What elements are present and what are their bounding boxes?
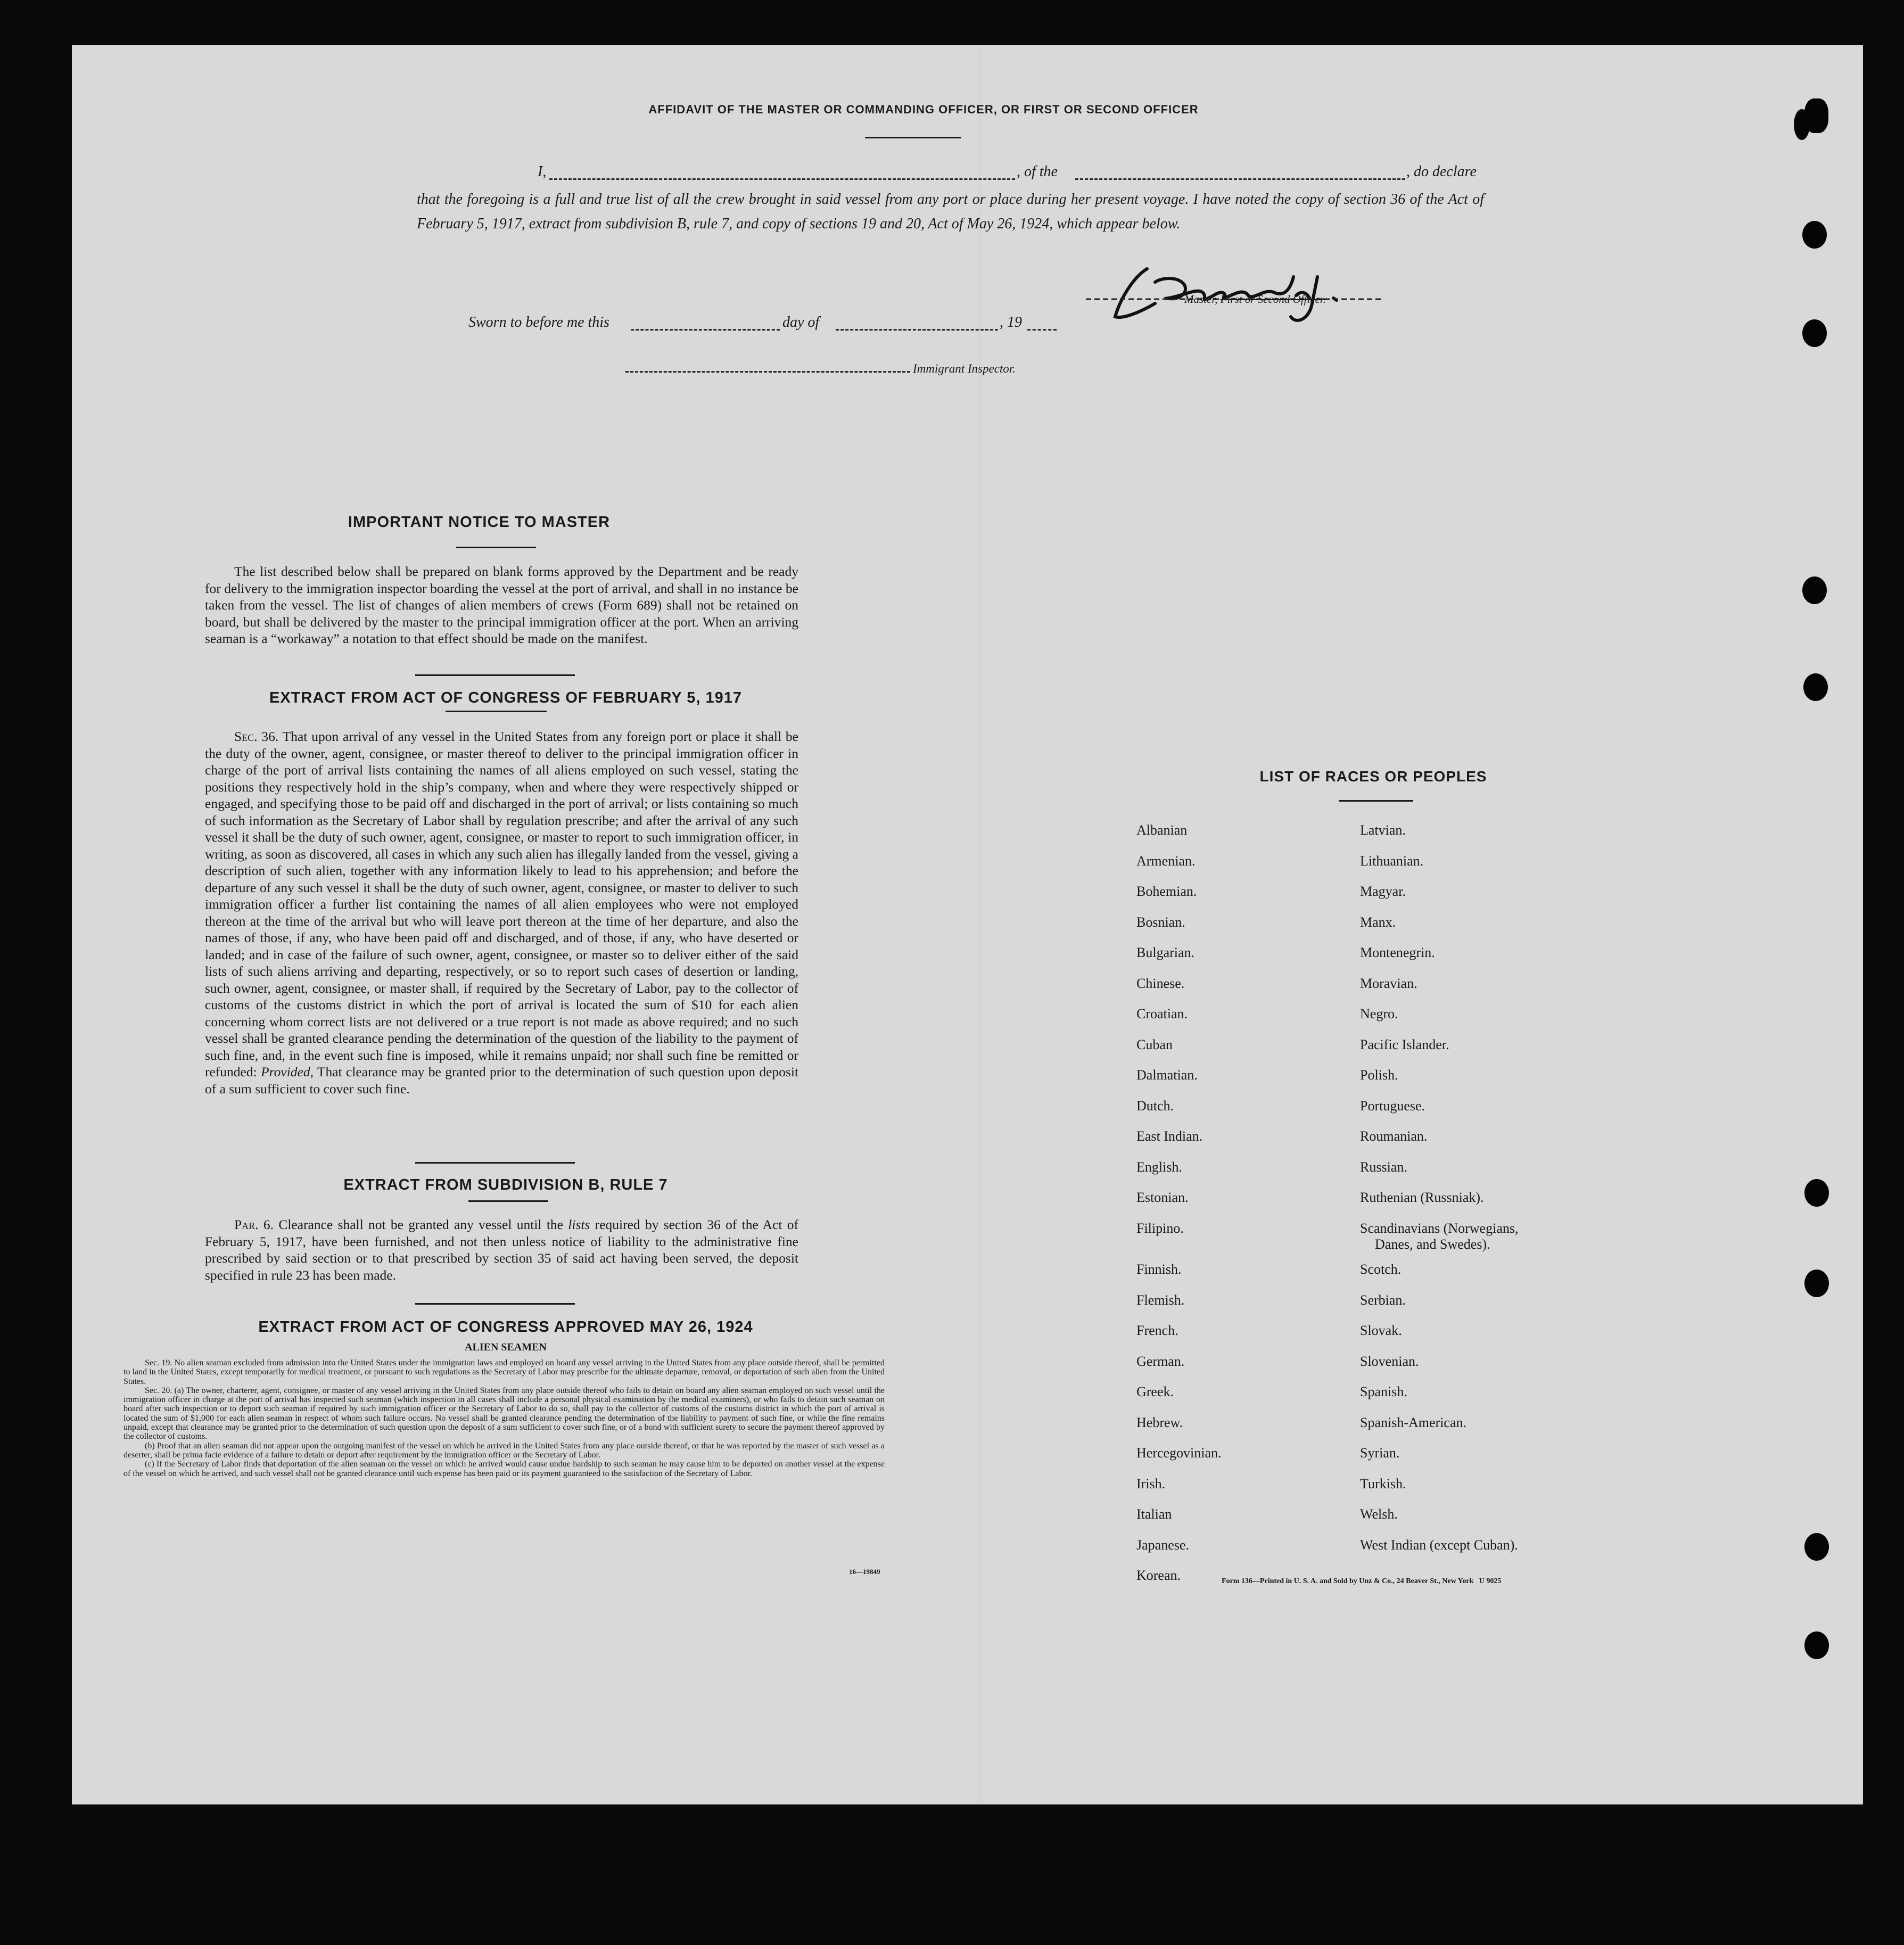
par6-text-b: required by section 36 of the Act of February 5, 1917, have been furnished, and not then unless notice of liability to the administrative fine prescribed by said section or to that prescribed by section 35 of said act having been served, the deposit specified in rule 23 has been made. [205,1217,799,1283]
race-item: French. [1136,1323,1178,1338]
punch-hole [1804,98,1828,133]
notice-title: IMPORTANT NOTICE TO MASTER [348,514,611,531]
affidavit-title-rule [865,137,961,138]
race-item: Latvian. [1360,822,1406,838]
notice-rule [456,547,536,548]
race-item: English. [1136,1159,1182,1175]
document-sheet [72,45,1863,1804]
races-title: LIST OF RACES OR PEOPLES [1259,768,1487,785]
race-item: Scotch. [1360,1262,1402,1277]
race-item: Scandinavians (Norwegians, [1360,1220,1519,1236]
sec36-text: That upon arrival of any vessel in the United States from any foreign port or place it shall be the duty of the owner, agent, consignee, or master thereof to deliver to the principal immigration officer in charge of the port of arrival lists containing the names of all aliens employed on such vessel, stating the positions they respectively hold in the ship’s company, when and where they were respectively shipped or engaged, and specifying those to be paid off and discharged in the port of arrival; or lists containing so much of such information as the Secretary of Labor shall by regulation prescribe; and after the arrival of any such vessel it shall be the duty of such owner, agent, consignee, or master to report to such immigration officer, in writing, as soon as discovered, all cases in which any such alien has illegally landed from the vessel, giving a description of such alien, together with any information likely to lead to his apprehension; and before the departure of any such vessel it shall be the duty of such owner, agent, consignee, or master to deliver to such immigration officer a further list containing the names of all alien employees who were not employed thereon at the time of the arrival but who will leave port thereon at the time of her departure, and also the names of those, if any, who have been paid off and discharged, and of those, if any, who have deserted or landed; and in case of the failure of such owner, agent, consignee, or master so to deliver either of the said lists of such aliens arriving and departing, respectively, or so to report such cases of desertion or landing, such owner, agent, consignee, or master shall, if required by the Secretary of Labor, pay to the collector of customs of the customs district in which the port of arrival is located the sum of $10 for each alien concerning whom correct lists are not delivered or a true report is not made as above required; and no such vessel shall be granted clearance pending the determination of the question of the liability to the payment of such fine, and, in the event such fine is imposed, while it remains unpaid; nor shall such fine be remitted or refunded: [205,729,798,1079]
rule7-title: EXTRACT FROM SUBDIVISION B, RULE 7 [343,1176,668,1193]
race-item: Estonian. [1136,1190,1189,1205]
race-item: Serbian. [1360,1292,1406,1308]
sec20b-text: (b) Proof that an alien seaman did not appear upon the outgoing manifest of the vessel on which he arrived in the United States from any place outside thereof, or that he was reported by the master of such vessel as a deserter, shall be prima facie evidence of a failure to detain or deport after requirement by the immigration officer or the Secretary of Labor. [123,1441,885,1460]
affidavit-body: that the foregoing is a full and true list of all the crew brought in said vessel from any port or place during her present voyage. I have noted the copy of section 36 of the Act of February 5, 1917, extract from subdivision B, rule 7, and copy of sections 19 and 20, Act of May 26, 1924, which appear below. [417,191,1484,232]
par6-label: Par. 6. [234,1217,274,1232]
punch-hole [1804,1270,1829,1297]
race-item: Hebrew. [1136,1414,1183,1430]
inspector-label: Immigrant Inspector. [913,362,1016,375]
punch-hole [1802,319,1827,347]
signature-caption-master: Master, [1184,293,1218,306]
race-item: Cuban [1136,1036,1173,1052]
month-blank [836,329,998,331]
race-item: Italian [1136,1506,1172,1522]
punch-hole [1803,673,1828,701]
par6-text-a: Clearance shall not be granted any vessel until the [278,1217,563,1232]
sworn-day-of: day of [782,314,820,331]
race-item: Dutch. [1136,1098,1174,1114]
race-item: Japanese. [1136,1537,1189,1553]
sec20c-text: (c) If the Secretary of Labor finds that deportation of the alien seaman on the vessel on which he arrived would cause undue hardship to such seaman he may cause him to be deported on another vessel at the expense of the vessel on which he arrived, and such vessel shall not be granted clearance until such expense has been paid or its payment guaranteed to the satisfaction of the Secretary of Labor. [123,1460,885,1478]
punch-hole [1804,1631,1829,1659]
rule7-body [205,1216,798,1283]
inspector-blank [625,371,910,373]
race-item: Manx. [1360,914,1396,930]
day-blank [631,329,780,331]
race-item: Pacific Islander. [1360,1036,1449,1052]
race-item: Bosnian. [1136,914,1185,930]
race-item: Dalmatian. [1136,1067,1198,1083]
extract-1924-title: EXTRACT FROM ACT OF CONGRESS APPROVED MAY 26, 1924 [258,1318,753,1336]
affidavit-line1-end: , do declare [1406,163,1477,180]
race-item: Korean. [1136,1568,1181,1583]
race-item: Russian. [1360,1159,1407,1175]
race-item: Ruthenian (Russniak). [1360,1190,1484,1205]
race-item: Chinese. [1136,975,1185,991]
race-item: Moravian. [1360,975,1417,991]
race-item: Polish. [1360,1067,1398,1083]
notice-section-rule [415,674,575,676]
sec36-provided: Provided, [261,1064,314,1079]
par6-lists: lists [568,1217,590,1232]
sworn-line [468,314,1214,335]
extract-1924-body [123,1358,885,1478]
race-item: Slovak. [1360,1323,1402,1338]
race-item: Hercegovinian. [1136,1445,1222,1461]
race-item: Flemish. [1136,1292,1185,1308]
sworn-year: , 19 [1000,314,1022,331]
punch-hole [1804,1533,1829,1561]
race-item: Irish. [1136,1476,1166,1491]
race-item: Portuguese. [1360,1098,1425,1114]
race-item: Negro. [1360,1006,1398,1021]
affidavit-line1 [538,163,1490,185]
extract-1917-body [205,728,798,1097]
race-item: German. [1136,1353,1185,1369]
affidavit-line1-start: I, [538,163,547,180]
extract-1917-rule [446,711,547,712]
race-item: Roumanian. [1360,1128,1428,1144]
sec20a-text: Sec. 20. (a) The owner, charterer, agent, consignee, or master of any vessel arriving in the United States from any place outside thereof who fails to detain on board any alien seaman employed on such vessel until the immigration officer in charge at the port of arrival has inspected such seaman (which inspection in all cases shall include a personal physical examination by the medical examiners), or who fails to detain such seaman on board after such inspection or to deport such seaman if required by such immigration officer or the Secretary of Labor to do so, shall pay to the collector of customs of the customs district in which the port of arrival is located the sum of $1,000 for each alien seaman in respect of whom such failure occurs. No vessel shall be granted clearance pending the determination of the liability to payment of such fine, or while the fine remains unpaid, except that clearance may be granted prior to the determination of such question upon the deposit of a sum sufficient to cover such fine, or of a bond with sufficient surety to secure the payment thereof approved by the collector of customs. [123,1386,885,1441]
sec36-label: Sec. 36. [234,729,279,744]
race-item: Albanian [1136,822,1188,838]
sworn-start: Sworn to before me this [468,314,609,331]
race-item: Spanish-American. [1360,1414,1467,1430]
race-item: Magyar. [1360,884,1406,899]
extract-1917-end-rule [415,1162,575,1164]
race-item: Bohemian. [1136,884,1197,899]
race-item: Montenegrin. [1360,945,1435,960]
page-fold [979,45,981,1804]
print-code: 16—19849 [849,1568,880,1576]
race-item: Bulgarian. [1136,945,1195,960]
name-blank [549,178,1015,180]
punch-hole [1804,1179,1829,1207]
race-item: West Indian (except Cuban). [1360,1537,1518,1553]
extract-1924-subtitle: ALIEN SEAMEN [465,1341,547,1353]
affidavit-line1-mid: , of the [1017,163,1058,180]
form-footer: Form 136—Printed in U. S. A. and Sold by Unz & Co., 24 Beaver St., New York U 9025 [1222,1577,1502,1585]
race-item: Danes, and Swedes). [1375,1236,1490,1252]
race-item: Finnish. [1136,1262,1182,1277]
signature-caption-struck: First or Second Officer. [1220,293,1326,306]
race-item: East Indian. [1136,1128,1203,1144]
notice-text: The list described below shall be prepared on blank forms approved by the Department and be ready for delivery to the immigration inspector boarding the vessel at the port of arrival, and shall in no instance be taken from the vessel. The list of changes of alien members of crews (Form 689) shall not be retained on board, but shall be delivered by the master to the principal immigration officer at the port. When an arriving seaman is a “workaway” a notation to that effect should be made on the manifest. [205,564,798,646]
race-item: Syrian. [1360,1445,1400,1461]
race-item: Lithuanian. [1360,853,1424,869]
extract-1917-title: EXTRACT FROM ACT OF CONGRESS OF FEBRUARY 5, 1917 [269,689,743,706]
sec19-text: Sec. 19. No alien seaman excluded from admission into the United States under the immigration laws and employed on board any vessel arriving in the United States from any place outside thereof, shall be permitted to land in the United States, except temporarily for medical treatment, or pursuant to such regulations as the Secretary of Labor may prescribe for the ultimate departure, removal, or deportation of such alien from the United States. [123,1358,885,1386]
race-item: Croatian. [1136,1006,1188,1021]
punch-hole [1802,576,1827,604]
sec36-text-end: That clearance may be granted prior to the determination of such question upon deposit of a sum sufficient to cover such fine. [205,1064,798,1097]
race-item: Turkish. [1360,1476,1406,1491]
race-item: Spanish. [1360,1384,1407,1399]
notice-body [205,563,798,647]
race-item: Greek. [1136,1384,1174,1399]
race-item: Slovenian. [1360,1353,1419,1369]
race-item: Welsh. [1360,1506,1398,1522]
race-item: Filipino. [1136,1220,1184,1236]
race-item: Armenian. [1136,853,1196,869]
races-rule [1339,800,1413,802]
year-blank [1027,329,1057,331]
rule7-rule [468,1200,548,1202]
rule7-end-rule [415,1303,575,1305]
vessel-blank [1075,178,1405,180]
punch-hole [1802,221,1827,249]
affidavit-title: AFFIDAVIT OF THE MASTER OR COMMANDING OFFICER, OR FIRST OR SECOND OFFICER [648,103,1199,116]
signature-caption [1184,293,1326,306]
